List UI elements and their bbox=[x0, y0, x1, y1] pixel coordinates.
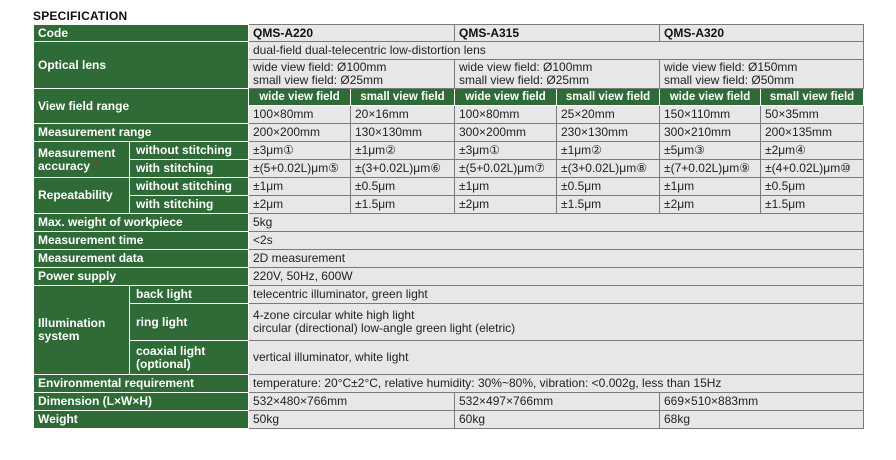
table-row bbox=[34, 393, 864, 411]
dimension-value: 532×497×766mm bbox=[455, 393, 660, 411]
weight-value: 68kg bbox=[660, 411, 864, 429]
optical-lens-a220 bbox=[249, 60, 455, 89]
measurement-range-label: Measurement range bbox=[34, 124, 249, 142]
optical-lens-a315 bbox=[455, 60, 660, 89]
accuracy-without-value: ±3μm① bbox=[455, 142, 557, 160]
repeatability-without-value: ±0.5μm bbox=[761, 178, 864, 196]
table-row bbox=[34, 232, 864, 250]
dimension-value: 669×510×883mm bbox=[660, 393, 864, 411]
view-field-label: View field range bbox=[34, 89, 249, 124]
table-row bbox=[34, 286, 864, 304]
model-a220: QMS-A220 bbox=[249, 25, 455, 42]
measurement-range-value: 200×200mm bbox=[249, 124, 351, 142]
measurement-data-label: Measurement data bbox=[34, 250, 249, 268]
model-a320: QMS-A320 bbox=[660, 25, 864, 42]
coaxial-light-label bbox=[130, 341, 249, 375]
table-row bbox=[34, 89, 864, 106]
accuracy-without-value: ±5μm③ bbox=[660, 142, 761, 160]
max-weight-label: Max. weight of workpiece bbox=[34, 214, 249, 232]
repeatability-with-value: ±2μm bbox=[455, 196, 557, 214]
measurement-range-value: 300×200mm bbox=[455, 124, 557, 142]
accuracy-label-text: accuracy bbox=[38, 158, 91, 173]
measurement-time-value: <2s bbox=[249, 232, 864, 250]
repeatability-with-value: ±2μm bbox=[249, 196, 351, 214]
optical-lens-a320-small: small view field: Ø50mm bbox=[664, 73, 795, 87]
coaxial-light-value: vertical illuminator, white light bbox=[249, 341, 864, 375]
accuracy-with-value: ±(3+0.02L)μm⑧ bbox=[557, 160, 660, 178]
table-row bbox=[34, 142, 864, 160]
coaxial-light-label-line2: (optional) bbox=[136, 356, 191, 371]
accuracy-without-value: ±1μm② bbox=[351, 142, 455, 160]
repeatability-without-value: ±1μm bbox=[660, 178, 761, 196]
accuracy-without-value: ±3μm① bbox=[249, 142, 351, 160]
table-row bbox=[34, 42, 864, 60]
view-field-value: 100×80mm bbox=[455, 106, 557, 124]
weight-value: 60kg bbox=[455, 411, 660, 429]
coaxial-light-label-line1: coaxial light bbox=[136, 343, 206, 358]
table-row bbox=[34, 214, 864, 232]
table-row bbox=[34, 250, 864, 268]
repeatability-with-value: ±1.5μm bbox=[351, 196, 455, 214]
page-title: SPECIFICATION bbox=[33, 9, 128, 23]
repeatability-with-value: ±1.5μm bbox=[761, 196, 864, 214]
weight-label: Weight bbox=[34, 411, 249, 429]
power-supply-label: Power supply bbox=[34, 268, 249, 286]
repeatability-with-value: ±2μm bbox=[660, 196, 761, 214]
accuracy-without-value: ±1μm② bbox=[557, 142, 660, 160]
view-field-wide-header: wide view field bbox=[660, 89, 761, 106]
repeatability-with-value: ±1.5μm bbox=[557, 196, 660, 214]
view-field-value: 25×20mm bbox=[557, 106, 660, 124]
accuracy-with-value: ±(5+0.02L)μm⑤ bbox=[249, 160, 351, 178]
optical-lens-a315-small: small view field: Ø25mm bbox=[459, 73, 590, 87]
table-row bbox=[34, 411, 864, 429]
measurement-range-value: 230×130mm bbox=[557, 124, 660, 142]
illumination-label-line1: Illumination bbox=[38, 316, 106, 330]
table-row bbox=[34, 25, 864, 42]
illumination-label-line2: system bbox=[38, 329, 80, 343]
view-field-value: 150×110mm bbox=[660, 106, 761, 124]
measurement-time-label: Measurement time bbox=[34, 232, 249, 250]
view-field-small-header: small view field bbox=[761, 89, 864, 106]
view-field-value: 100×80mm bbox=[249, 106, 351, 124]
repeatability-label: Repeatability bbox=[34, 178, 130, 214]
accuracy-label bbox=[34, 142, 130, 178]
ring-light-value-line1: 4-zone circular white high light bbox=[253, 308, 415, 322]
optical-lens-label: Optical lens bbox=[34, 42, 249, 89]
repeatability-without-label: without stitching bbox=[130, 178, 249, 196]
optical-lens-common: dual-field dual-telecentric low-distortion lens bbox=[249, 42, 864, 60]
view-field-small-header: small view field bbox=[351, 89, 455, 106]
accuracy-label-line1: Measurement bbox=[38, 145, 116, 160]
accuracy-without-label: without stitching bbox=[130, 142, 249, 160]
repeatability-without-value: ±0.5μm bbox=[351, 178, 455, 196]
table-row bbox=[34, 160, 864, 178]
ring-light-label: ring light bbox=[130, 304, 249, 341]
accuracy-footnote-star: * bbox=[93, 158, 99, 173]
table-row bbox=[34, 341, 864, 375]
environment-value: temperature: 20°C±2°C, relative humidity: 30%~80%, vibration: <0.002g, less than 15Hz bbox=[249, 375, 864, 393]
measurement-range-value: 130×130mm bbox=[351, 124, 455, 142]
dimension-value: 532×480×766mm bbox=[249, 393, 455, 411]
table-row bbox=[34, 124, 864, 142]
illumination-label bbox=[34, 286, 130, 375]
code-label: Code bbox=[34, 25, 249, 42]
view-field-wide-header: wide view field bbox=[249, 89, 351, 106]
accuracy-with-label: with stitching bbox=[130, 160, 249, 178]
view-field-small-header: small view field bbox=[557, 89, 660, 106]
repeatability-without-value: ±0.5μm bbox=[557, 178, 660, 196]
view-field-value: 20×16mm bbox=[351, 106, 455, 124]
view-field-value: 50×35mm bbox=[761, 106, 864, 124]
table-row bbox=[34, 196, 864, 214]
environment-label: Environmental requirement bbox=[34, 375, 249, 393]
repeatability-without-value: ±1μm bbox=[455, 178, 557, 196]
accuracy-with-value: ±(3+0.02L)μm⑥ bbox=[351, 160, 455, 178]
max-weight-value: 5kg bbox=[249, 214, 864, 232]
measurement-data-value: 2D measurement bbox=[249, 250, 864, 268]
measurement-range-value: 200×135mm bbox=[761, 124, 864, 142]
accuracy-with-value: ±(7+0.02L)μm⑨ bbox=[660, 160, 761, 178]
repeatability-without-value: ±1μm bbox=[249, 178, 351, 196]
optical-lens-a320 bbox=[660, 60, 864, 89]
power-supply-value: 220V, 50Hz, 600W bbox=[249, 268, 864, 286]
ring-light-value-line2: circular (directional) low-angle green light (eletric) bbox=[253, 321, 516, 335]
optical-lens-a320-wide: wide view field: Ø150mm bbox=[664, 60, 798, 74]
repeatability-with-label: with stitching bbox=[130, 196, 249, 214]
table-row bbox=[34, 375, 864, 393]
dimension-label: Dimension (L×W×H) bbox=[34, 393, 249, 411]
accuracy-without-value: ±2μm④ bbox=[761, 142, 864, 160]
specification-table bbox=[33, 24, 864, 429]
view-field-wide-header: wide view field bbox=[455, 89, 557, 106]
optical-lens-a220-small: small view field: Ø25mm bbox=[253, 73, 384, 87]
model-a315: QMS-A315 bbox=[455, 25, 660, 42]
measurement-range-value: 300×210mm bbox=[660, 124, 761, 142]
accuracy-label-line2 bbox=[38, 160, 125, 173]
table-row bbox=[34, 268, 864, 286]
table-row bbox=[34, 178, 864, 196]
accuracy-with-value: ±(4+0.02L)μm⑩ bbox=[761, 160, 864, 178]
weight-value: 50kg bbox=[249, 411, 455, 429]
ring-light-value bbox=[249, 304, 864, 341]
accuracy-with-value: ±(5+0.02L)μm⑦ bbox=[455, 160, 557, 178]
back-light-value: telecentric illuminator, green light bbox=[249, 286, 864, 304]
optical-lens-a220-wide: wide view field: Ø100mm bbox=[253, 60, 387, 74]
back-light-label: back light bbox=[130, 286, 249, 304]
table-row bbox=[34, 304, 864, 341]
optical-lens-a315-wide: wide view field: Ø100mm bbox=[459, 60, 593, 74]
